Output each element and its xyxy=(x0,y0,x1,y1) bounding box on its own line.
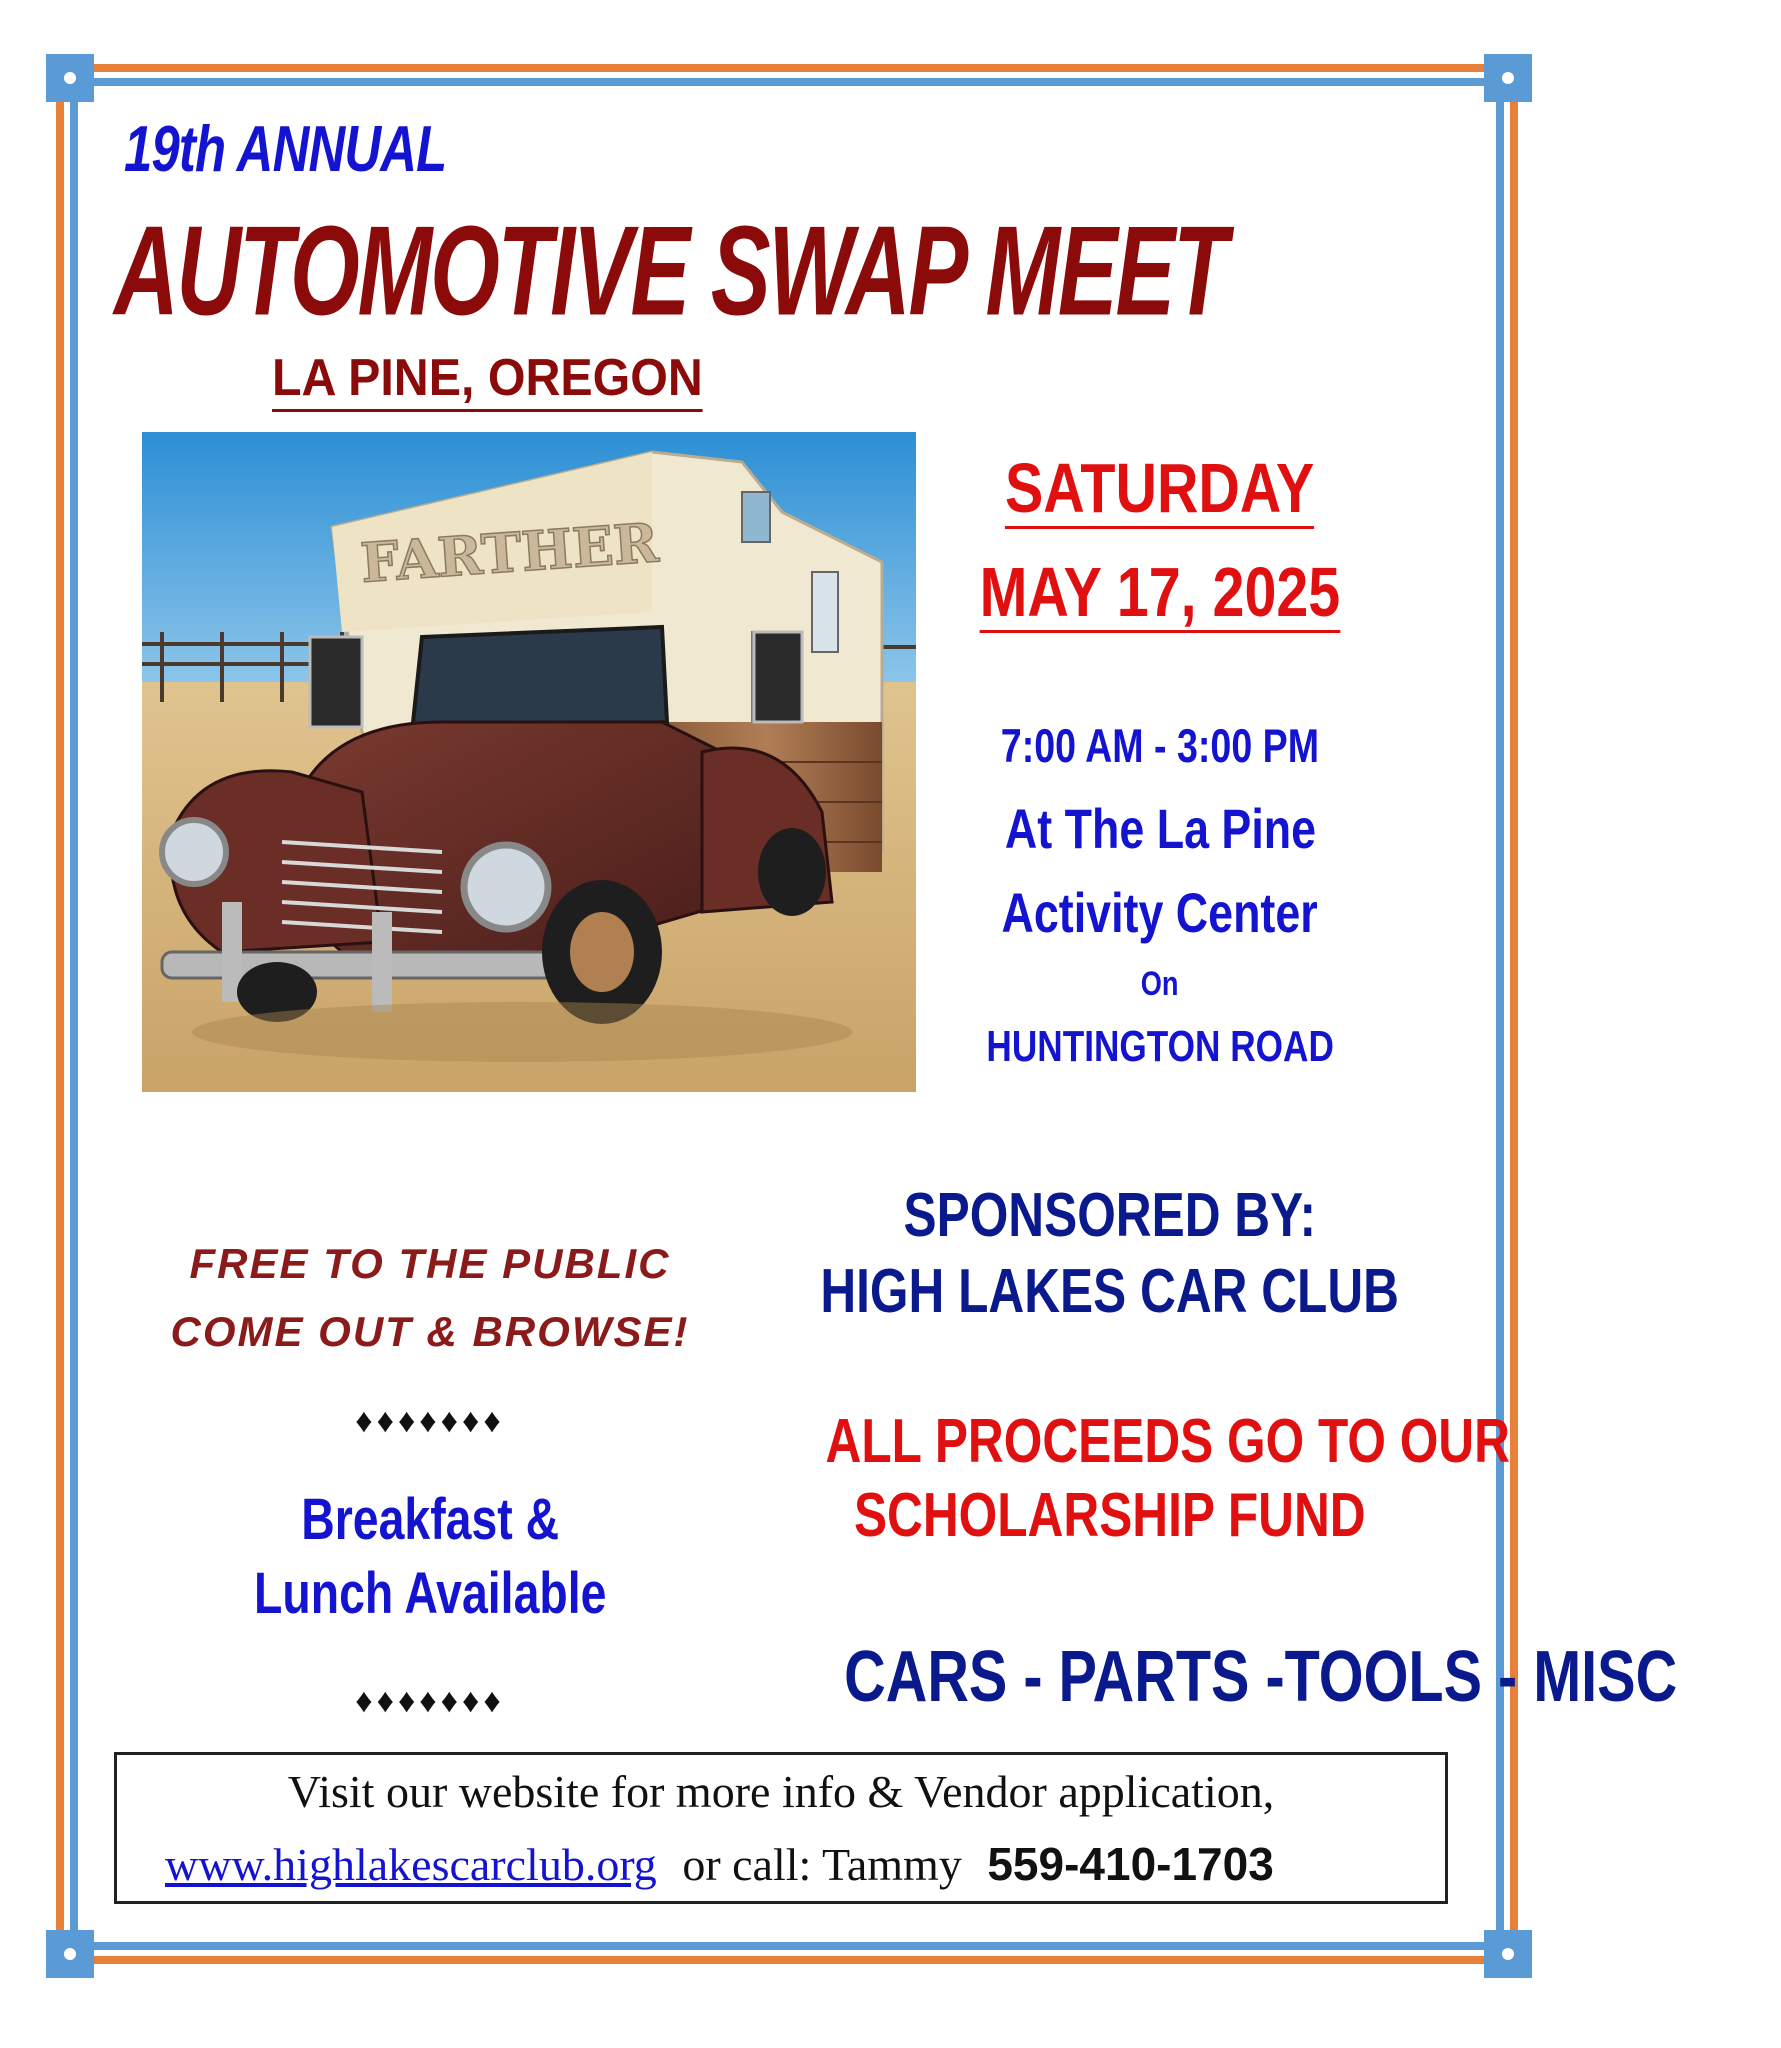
corner-ornament-top-left xyxy=(46,54,94,102)
svg-text:FARTHER: FARTHER xyxy=(358,510,661,595)
items-for-sale: CARS - PARTS -TOOLS - MISC xyxy=(844,1637,1678,1717)
food-line-1: Breakfast & xyxy=(301,1487,559,1552)
diamond-divider-bottom: ♦♦♦♦♦♦♦ xyxy=(355,1682,505,1720)
vintage-truck-photo xyxy=(142,432,916,1092)
proceeds-line-2: SCHOLARSHIP FUND xyxy=(854,1481,1366,1550)
phone-number[interactable]: 559-410-1703 xyxy=(987,1838,1274,1890)
corner-ornament-top-right xyxy=(1484,54,1532,102)
diamond-divider-top: ♦♦♦♦♦♦♦ xyxy=(355,1402,505,1440)
event-time: 7:00 AM - 3:00 PM xyxy=(1000,719,1320,772)
event-title: AUTOMOTIVE SWAP MEET xyxy=(114,200,1226,342)
website-link[interactable]: www.highlakescarclub.org xyxy=(165,1839,657,1890)
food-line-2: Lunch Available xyxy=(253,1561,607,1626)
website-prompt: Visit our website for more info & Vendor application, xyxy=(287,1766,1275,1817)
contact-info-box xyxy=(114,1752,1448,1904)
free-admission-text: FREE TO THE PUBLIC COME OUT & BROWSE! xyxy=(170,1240,690,1355)
venue-on-label: On xyxy=(1141,965,1179,1003)
sponsor-name: HIGH LAKES CAR CLUB xyxy=(820,1257,1400,1326)
event-day: SATURDAY xyxy=(1005,449,1315,527)
event-date: MAY 17, 2025 xyxy=(979,553,1341,631)
venue-line-2: Activity Center xyxy=(1001,881,1319,944)
call-label: or call: Tammy xyxy=(682,1839,962,1890)
annual-edition-label: 19th ANNUAL xyxy=(124,113,447,186)
contact-line xyxy=(165,1837,1274,1891)
venue-line-1: At The La Pine xyxy=(1004,797,1316,860)
corner-ornament-bottom-left xyxy=(46,1930,94,1978)
proceeds-line-1: ALL PROCEEDS GO TO OUR xyxy=(825,1407,1510,1476)
venue-road: HUNTINGTON ROAD xyxy=(986,1022,1334,1071)
event-location: LA PINE, OREGON xyxy=(272,348,703,412)
sponsored-by-label: SPONSORED BY: xyxy=(903,1181,1317,1250)
corner-ornament-bottom-right xyxy=(1484,1930,1532,1978)
